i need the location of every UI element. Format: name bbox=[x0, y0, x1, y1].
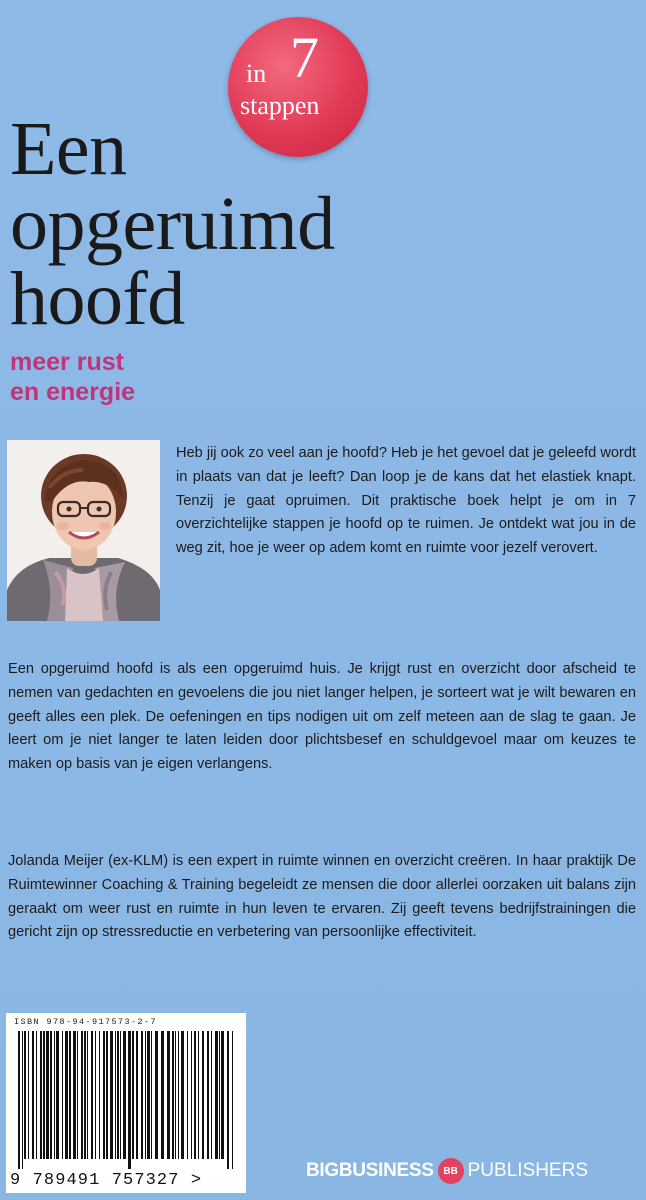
barcode-bar bbox=[181, 1031, 184, 1159]
isbn-barcode bbox=[6, 1013, 246, 1193]
author-bio-paragraph: Jolanda Meijer (ex-KLM) is een expert in ruimte winnen en overzicht creëren. In haar praktijk De Ruimtewinner Coaching & Training begeleidt ze mensen die door allerlei oorzaken uit balans zijn geraakt om weer rust en ruimte in hun leven te ervaren. Zij geeft tevens bedrijfstrainingen die gericht zijn op stressreductie en verbetering van persoonlijke effectiviteit. bbox=[8, 853, 636, 941]
barcode-bar bbox=[128, 1031, 131, 1169]
barcode-bar bbox=[123, 1031, 126, 1159]
barcode-bar bbox=[110, 1031, 113, 1159]
book-subtitle bbox=[10, 347, 135, 407]
barcode-bar bbox=[36, 1031, 37, 1159]
barcode-bar bbox=[136, 1031, 138, 1159]
subtitle-line-2: en energie bbox=[10, 378, 136, 406]
barcode-bar bbox=[221, 1031, 224, 1159]
publisher-mark-icon bbox=[438, 1158, 464, 1184]
badge-prefix: in bbox=[246, 59, 267, 88]
barcode-bar bbox=[54, 1031, 55, 1159]
barcode-bar bbox=[211, 1031, 212, 1159]
barcode-bar bbox=[87, 1031, 88, 1159]
barcode-bar bbox=[178, 1031, 179, 1159]
barcode-bar bbox=[24, 1031, 26, 1159]
barcode-bar bbox=[62, 1031, 63, 1159]
barcode-bar bbox=[167, 1031, 170, 1159]
barcode-bar bbox=[175, 1031, 176, 1159]
barcode-bar bbox=[132, 1031, 134, 1159]
barcode-bar bbox=[198, 1031, 199, 1159]
barcode-bar bbox=[115, 1031, 116, 1159]
author-portrait-icon bbox=[7, 440, 160, 621]
barcode-bar bbox=[40, 1031, 42, 1159]
barcode-digits: 9 789491 757327 > bbox=[10, 1171, 203, 1190]
barcode-bar bbox=[151, 1031, 152, 1159]
barcode-bar bbox=[202, 1031, 204, 1159]
barcode-bar bbox=[91, 1031, 93, 1159]
publisher-name-left: BIGBUSINESS bbox=[306, 1160, 434, 1181]
barcode-bar bbox=[99, 1031, 100, 1159]
barcode-bar bbox=[141, 1031, 143, 1159]
barcode-bar bbox=[187, 1031, 188, 1159]
title-line-1: Een bbox=[10, 107, 127, 191]
barcode-bar bbox=[194, 1031, 196, 1159]
barcode-bar bbox=[43, 1031, 45, 1159]
barcode-bar bbox=[65, 1031, 68, 1159]
barcode-bar bbox=[215, 1031, 218, 1159]
barcode-bar bbox=[145, 1031, 146, 1159]
barcode-bar bbox=[50, 1031, 52, 1159]
barcode-bar bbox=[172, 1031, 174, 1159]
barcode-bar bbox=[81, 1031, 83, 1159]
subtitle-line-1: meer rust bbox=[10, 348, 124, 376]
barcode-bar bbox=[232, 1031, 233, 1169]
description-paragraph: Een opgeruimd hoofd is als een opgeruimd huis. Je krijgt rust en overzicht door afscheid te nemen van gedachten en gevoelens die jou niet langer helpen, je sorteert wat je wilt bewaren en geeft alles een plek. De oefeningen en tips nodigen uit om zelf meteen aan de slag te gaan. Je leert om je niet langer te laten leiden door plichtsbesef en schuldgevoel maar om keuzes te maken op basis van je eigen verlangens. bbox=[8, 661, 636, 773]
book-title bbox=[10, 107, 335, 341]
publisher-logo bbox=[306, 1157, 588, 1185]
barcode-bar bbox=[219, 1031, 220, 1159]
barcode-bar bbox=[147, 1031, 150, 1159]
barcode-bar bbox=[56, 1031, 59, 1159]
barcode-bar bbox=[120, 1031, 121, 1159]
barcode-bar bbox=[117, 1031, 119, 1159]
badge-suffix: stappen bbox=[240, 91, 320, 120]
title-line-3: hoofd bbox=[10, 257, 185, 341]
barcode-bar bbox=[77, 1031, 78, 1159]
barcode-bar bbox=[32, 1031, 34, 1159]
barcode-bar bbox=[95, 1031, 96, 1159]
barcode-bar bbox=[28, 1031, 29, 1159]
publisher-mark-text: BB bbox=[443, 1165, 458, 1177]
publisher-name-right: PUBLISHERS bbox=[467, 1160, 588, 1181]
barcode-bars bbox=[16, 1031, 238, 1169]
barcode-bar bbox=[18, 1031, 20, 1169]
author-photo bbox=[7, 440, 160, 621]
intro-paragraph: Heb jij ook zo veel aan je hoofd? Heb je het gevoel dat je geleefd wordt in plaats van dat je leeft? Dan loop je de kans dat het elastiek knapt. Tenzij je gaat opruimen. Dit praktische boek helpt je om in 7 overzichtelijke stappen je hoofd op te ruimen. Je ontdekt wat jou in de weg zit, hoe je weer op adem komt en ruimte voor jezelf verovert. bbox=[176, 445, 637, 557]
isbn-label: ISBN 978-94-917573-2-7 bbox=[14, 1017, 158, 1027]
barcode-bar bbox=[103, 1031, 105, 1159]
barcode-bar bbox=[207, 1031, 209, 1159]
barcode-bar bbox=[84, 1031, 86, 1159]
badge-number: 7 bbox=[290, 25, 319, 90]
barcode-bar bbox=[191, 1031, 192, 1159]
barcode-bar bbox=[22, 1031, 23, 1169]
barcode-bar bbox=[106, 1031, 108, 1159]
barcode-bar bbox=[155, 1031, 158, 1159]
title-line-2: opgeruimd bbox=[10, 182, 335, 266]
barcode-bar bbox=[46, 1031, 49, 1159]
barcode-bar bbox=[227, 1031, 229, 1169]
barcode-bar bbox=[161, 1031, 164, 1159]
barcode-bar bbox=[69, 1031, 71, 1159]
barcode-bar bbox=[73, 1031, 76, 1159]
